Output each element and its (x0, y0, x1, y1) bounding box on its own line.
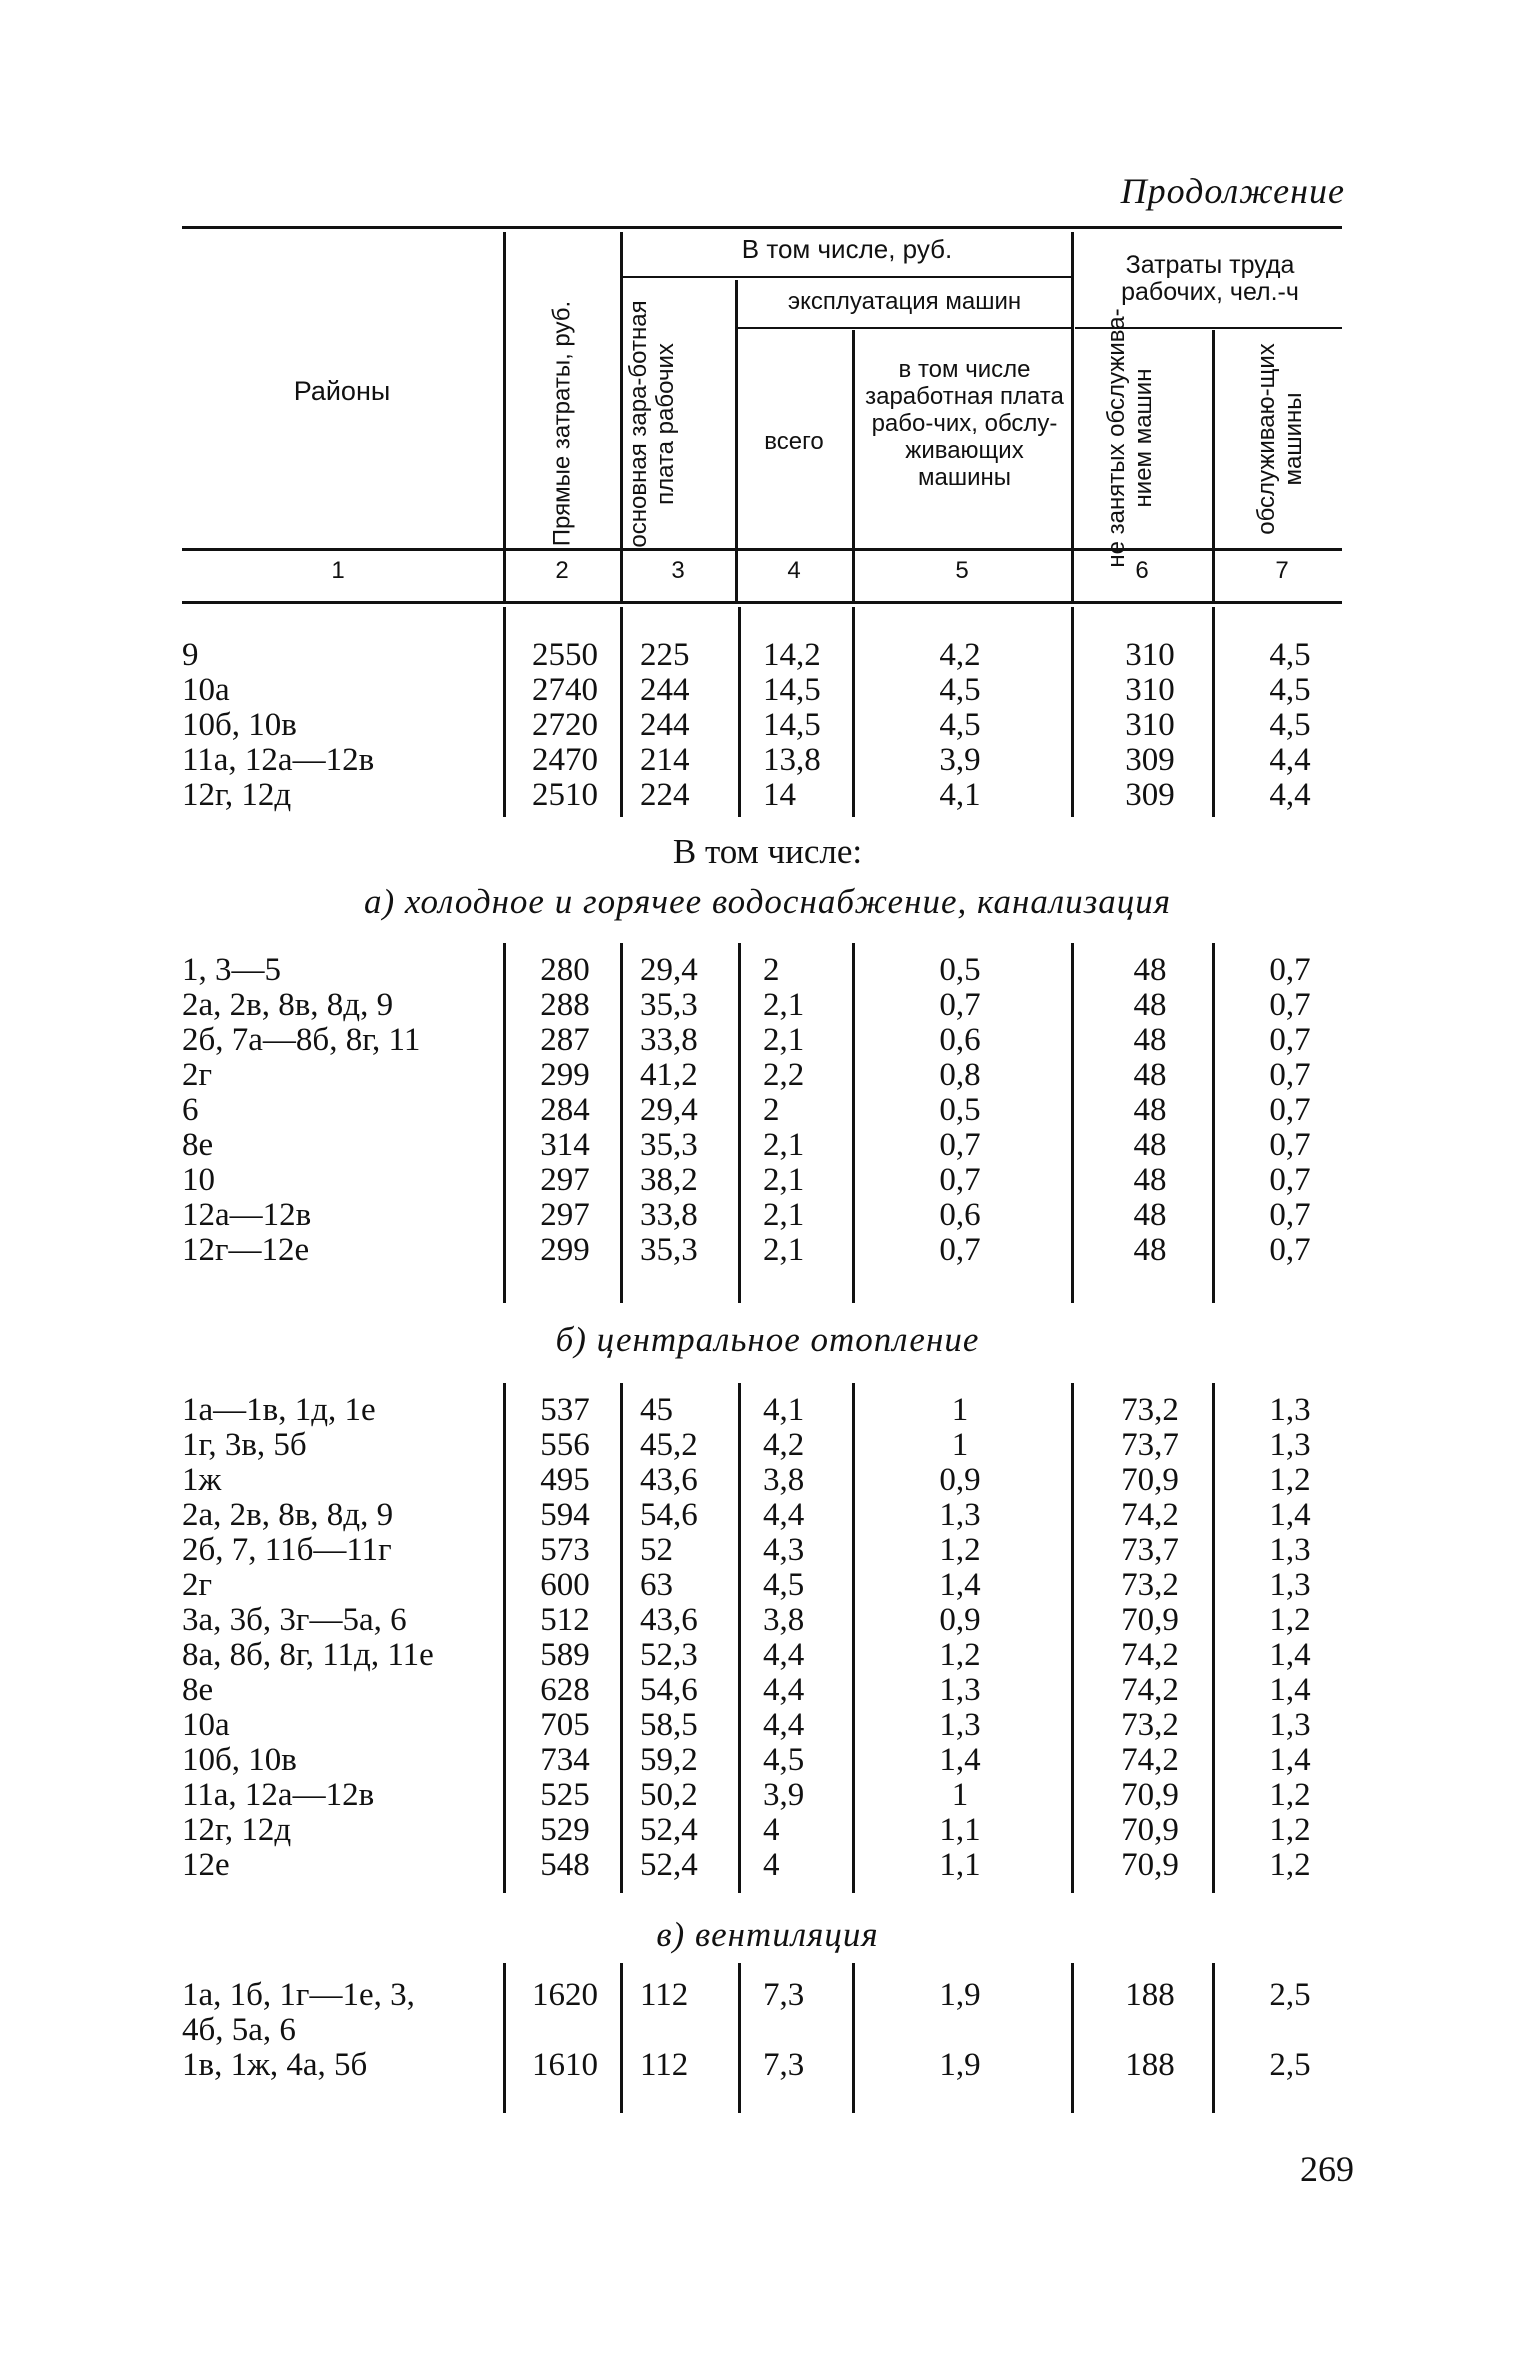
header-servicing: обслуживаю-щих машины (1253, 343, 1307, 535)
table-row (0, 1128, 1535, 1163)
cell-region: 12е (182, 1847, 230, 1883)
cell-labor-serv: 1,2 (1269, 1462, 1311, 1498)
cell-wage: 214 (640, 742, 690, 778)
header-machines-rule (735, 327, 1071, 329)
cell-direct: 537 (540, 1392, 590, 1428)
cell-labor-not: 48 (1133, 1232, 1167, 1268)
cell-region: 1ж (182, 1462, 222, 1498)
header-machines: эксплуатация машин (787, 288, 1022, 315)
cell-region: 12г—12е (182, 1232, 310, 1268)
cell-wage: 33,8 (640, 1022, 698, 1058)
cell-direct: 288 (540, 987, 590, 1023)
header-total: всего (764, 428, 824, 455)
including-label: В том числе: (672, 832, 863, 871)
section-title-ventilation: в) вентиляция (656, 1915, 879, 1954)
cell-direct: 299 (540, 1232, 590, 1268)
cell-machines-wage: 3,9 (939, 742, 981, 778)
cell-machines-wage: 0,9 (939, 1462, 981, 1498)
cell-labor-serv: 1,4 (1269, 1672, 1311, 1708)
cell-labor-not: 310 (1125, 672, 1175, 708)
cell-wage: 33,8 (640, 1197, 698, 1233)
table-row (0, 1498, 1535, 1533)
cell-machines-wage: 4,5 (939, 707, 981, 743)
header-divider-6 (1212, 330, 1215, 604)
cell-labor-serv: 0,7 (1269, 1022, 1311, 1058)
cell-labor-not: 74,2 (1121, 1672, 1179, 1708)
cell-region: 11а, 12а—12в (182, 1777, 375, 1813)
cell-region: 10б, 10в (182, 707, 297, 743)
cell-region: 1в, 1ж, 4а, 5б (182, 2047, 368, 2083)
cell-labor-serv: 1,2 (1269, 1812, 1311, 1848)
cell-labor-serv: 1,4 (1269, 1637, 1311, 1673)
cell-machines-wage: 4,2 (939, 637, 981, 673)
cell-region: 4б, 5а, 6 (182, 2012, 296, 2048)
cell-direct: 297 (540, 1197, 590, 1233)
cell-machines-total: 4,5 (763, 1567, 805, 1603)
cell-region: 2б, 7, 11б—11г (182, 1532, 392, 1568)
cell-wage: 45,2 (640, 1427, 698, 1463)
cell-machines-total: 13,8 (763, 742, 821, 778)
cell-machines-total: 2,1 (763, 987, 805, 1023)
cell-direct: 512 (540, 1602, 590, 1638)
cell-machines-total: 14,5 (763, 672, 821, 708)
cell-machines-total: 2,1 (763, 1232, 805, 1268)
colnum-5: 5 (955, 557, 969, 584)
cell-machines-wage: 1 (951, 1777, 969, 1813)
header-group-rule (623, 276, 1071, 278)
cell-machines-total: 4,5 (763, 1742, 805, 1778)
cell-labor-serv: 4,4 (1269, 777, 1311, 813)
cell-direct: 529 (540, 1812, 590, 1848)
cell-wage: 35,3 (640, 987, 698, 1023)
cell-region: 2г (182, 1567, 213, 1603)
cell-labor-serv: 0,7 (1269, 1162, 1311, 1198)
header-divider-5 (1071, 232, 1074, 604)
cell-machines-total: 2,1 (763, 1197, 805, 1233)
cell-region: 2а, 2в, 8в, 8д, 9 (182, 1497, 394, 1533)
colnum-1: 1 (331, 557, 345, 584)
table-row (0, 1638, 1535, 1673)
cell-machines-wage: 0,6 (939, 1197, 981, 1233)
cell-region: 2а, 2в, 8в, 8д, 9 (182, 987, 394, 1023)
cell-labor-serv: 2,5 (1269, 2047, 1311, 2083)
cell-machines-total: 14,5 (763, 707, 821, 743)
cell-wage: 52,3 (640, 1637, 698, 1673)
section-title-heating: б) центральное отопление (555, 1320, 980, 1359)
cell-machines-total: 2,1 (763, 1162, 805, 1198)
table-row (0, 1058, 1535, 1093)
table-row (0, 1233, 1535, 1268)
cell-direct: 299 (540, 1057, 590, 1093)
cell-region: 12г, 12д (182, 1812, 292, 1848)
cell-labor-not: 310 (1125, 637, 1175, 673)
cell-labor-serv: 0,7 (1269, 1232, 1311, 1268)
cell-wage: 35,3 (640, 1127, 698, 1163)
cell-region: 1а, 1б, 1г—1е, 3, (182, 1977, 415, 2013)
cell-machines-wage: 1,1 (939, 1847, 981, 1883)
cell-direct: 2740 (532, 672, 598, 708)
cell-labor-serv: 1,2 (1269, 1777, 1311, 1813)
cell-labor-serv: 0,7 (1269, 987, 1311, 1023)
cell-wage: 29,4 (640, 1092, 698, 1128)
cell-direct: 628 (540, 1672, 590, 1708)
table-row (0, 1093, 1535, 1128)
cell-labor-not: 188 (1125, 2047, 1175, 2083)
cell-direct: 2510 (532, 777, 598, 813)
cell-direct: 2470 (532, 742, 598, 778)
cell-direct: 284 (540, 1092, 590, 1128)
cell-labor-not: 48 (1133, 1092, 1167, 1128)
cell-wage: 50,2 (640, 1777, 698, 1813)
cell-labor-serv: 1,3 (1269, 1392, 1311, 1428)
cell-labor-serv: 0,7 (1269, 1092, 1311, 1128)
cell-wage: 244 (640, 672, 690, 708)
cell-region: 3а, 3б, 3г—5а, 6 (182, 1602, 407, 1638)
cell-machines-wage: 0,8 (939, 1057, 981, 1093)
cell-machines-total: 4 (763, 1847, 780, 1883)
cell-labor-not: 309 (1125, 777, 1175, 813)
cell-wage: 54,6 (640, 1497, 698, 1533)
cell-direct: 600 (540, 1567, 590, 1603)
cell-region: 2б, 7а—8б, 8г, 11 (182, 1022, 421, 1058)
cell-machines-total: 3,8 (763, 1462, 805, 1498)
cell-machines-wage: 1,3 (939, 1707, 981, 1743)
table-row (0, 1568, 1535, 1603)
table-row (0, 953, 1535, 988)
cell-region: 12а—12в (182, 1197, 312, 1233)
cell-machines-total: 14 (763, 777, 796, 813)
cell-direct: 525 (540, 1777, 590, 1813)
cell-region: 12г, 12д (182, 777, 292, 813)
cell-machines-total: 2,1 (763, 1022, 805, 1058)
cell-labor-serv: 1,2 (1269, 1847, 1311, 1883)
table-row (0, 1428, 1535, 1463)
cell-machines-total: 4,4 (763, 1637, 805, 1673)
table-row (0, 708, 1535, 743)
cell-machines-total: 3,9 (763, 1777, 805, 1813)
cell-direct: 314 (540, 1127, 590, 1163)
cell-machines-wage: 0,6 (939, 1022, 981, 1058)
cell-labor-serv: 4,4 (1269, 742, 1311, 778)
cell-wage: 43,6 (640, 1462, 698, 1498)
cell-labor-serv: 4,5 (1269, 672, 1311, 708)
header-divider-4 (852, 330, 855, 604)
cell-wage: 41,2 (640, 1057, 698, 1093)
header-regions: Районы (293, 376, 391, 406)
cell-machines-total: 4,4 (763, 1497, 805, 1533)
table-row (0, 743, 1535, 778)
cell-machines-wage: 4,5 (939, 672, 981, 708)
colnum-6: 6 (1135, 557, 1149, 584)
cell-direct: 734 (540, 1742, 590, 1778)
cell-labor-serv: 2,5 (1269, 1977, 1311, 2013)
cell-direct: 2720 (532, 707, 598, 743)
section-title-water: а) холодное и горячее водоснабжение, канализация (363, 882, 1172, 921)
colnum-7: 7 (1275, 557, 1289, 584)
cell-wage: 63 (640, 1567, 673, 1603)
cell-direct: 705 (540, 1707, 590, 1743)
header-divider-2 (620, 232, 623, 604)
colnum-bottom-rule (182, 601, 1342, 604)
cell-region: 11а, 12а—12в (182, 742, 375, 778)
cell-machines-wage: 0,5 (939, 952, 981, 988)
table-row (0, 1163, 1535, 1198)
cell-wage: 35,3 (640, 1232, 698, 1268)
cell-labor-serv: 1,4 (1269, 1497, 1311, 1533)
table-row (0, 1198, 1535, 1233)
cell-labor-not: 309 (1125, 742, 1175, 778)
cell-labor-serv: 0,7 (1269, 1127, 1311, 1163)
cell-machines-total: 7,3 (763, 2047, 805, 2083)
cell-region: 8а, 8б, 8г, 11д, 11е (182, 1637, 434, 1673)
table-row (0, 638, 1535, 673)
table-row (0, 1533, 1535, 1568)
cell-machines-total: 4,1 (763, 1392, 805, 1428)
header-including: В том числе, руб. (741, 234, 953, 264)
cell-machines-total: 2,1 (763, 1127, 805, 1163)
cell-labor-serv: 1,3 (1269, 1532, 1311, 1568)
cell-direct: 2550 (532, 637, 598, 673)
table-row (0, 778, 1535, 813)
cell-labor-serv: 0,7 (1269, 1197, 1311, 1233)
cell-labor-serv: 0,7 (1269, 1057, 1311, 1093)
cell-machines-wage: 4,1 (939, 777, 981, 813)
cell-machines-wage: 1,3 (939, 1672, 981, 1708)
cell-wage: 52,4 (640, 1847, 698, 1883)
colnum-3: 3 (671, 557, 685, 584)
cell-direct: 548 (540, 1847, 590, 1883)
cell-labor-serv: 1,4 (1269, 1742, 1311, 1778)
cell-machines-wage: 0,5 (939, 1092, 981, 1128)
cell-machines-total: 14,2 (763, 637, 821, 673)
cell-direct: 589 (540, 1637, 590, 1673)
table-row (0, 1603, 1535, 1638)
cell-labor-serv: 4,5 (1269, 637, 1311, 673)
cell-machines-wage: 1,4 (939, 1742, 981, 1778)
table-row (0, 1023, 1535, 1058)
cell-region: 8е (182, 1127, 214, 1163)
colnum-4: 4 (787, 557, 801, 584)
cell-labor-not: 74,2 (1121, 1637, 1179, 1673)
page-number: 269 (1300, 2149, 1354, 2189)
cell-labor-not: 48 (1133, 1022, 1167, 1058)
cell-direct: 297 (540, 1162, 590, 1198)
cell-region: 10б, 10в (182, 1742, 297, 1778)
cell-labor-serv: 4,5 (1269, 707, 1311, 743)
table-row (0, 1673, 1535, 1708)
cell-region: 1г, 3в, 5б (182, 1427, 307, 1463)
cell-labor-not: 48 (1133, 1057, 1167, 1093)
cell-labor-serv: 1,3 (1269, 1567, 1311, 1603)
cell-labor-not: 73,7 (1121, 1427, 1179, 1463)
cell-labor-not: 70,9 (1121, 1847, 1179, 1883)
table-row (0, 988, 1535, 1023)
table-row (0, 1848, 1535, 1883)
cell-labor-not: 48 (1133, 1127, 1167, 1163)
cell-machines-total: 4 (763, 1812, 780, 1848)
cell-region: 1, 3—5 (182, 952, 281, 988)
cell-labor-not: 48 (1133, 952, 1167, 988)
cell-region: 9 (182, 637, 199, 673)
cell-wage: 244 (640, 707, 690, 743)
cell-machines-wage: 1,2 (939, 1637, 981, 1673)
cell-wage: 112 (640, 2047, 689, 2083)
header-divider-1 (503, 232, 506, 604)
cell-labor-not: 74,2 (1121, 1742, 1179, 1778)
cell-wage: 112 (640, 1977, 689, 2013)
cell-region: 10а (182, 1707, 230, 1743)
cell-machines-total: 4,3 (763, 1532, 805, 1568)
cell-region: 8е (182, 1672, 214, 1708)
cell-machines-wage: 0,7 (939, 1127, 981, 1163)
cell-region: 10 (182, 1162, 215, 1198)
table-row (0, 2048, 1535, 2083)
cell-labor-not: 48 (1133, 1162, 1167, 1198)
table-row (0, 1708, 1535, 1743)
cell-direct: 1620 (532, 1977, 598, 2013)
cell-machines-wage: 0,7 (939, 987, 981, 1023)
cell-wage: 52 (640, 1532, 673, 1568)
cell-labor-not: 74,2 (1121, 1497, 1179, 1533)
cell-region: 6 (182, 1092, 199, 1128)
cell-machines-total: 4,4 (763, 1707, 805, 1743)
header-not-servicing: не занятых обслужива-нием машин (1103, 308, 1157, 568)
cell-machines-wage: 1,9 (939, 2047, 981, 2083)
table-row (0, 1463, 1535, 1498)
cell-wage: 43,6 (640, 1602, 698, 1638)
cell-wage: 59,2 (640, 1742, 698, 1778)
cell-machines-wage: 1,3 (939, 1497, 981, 1533)
cell-wage: 38,2 (640, 1162, 698, 1198)
header-machine-wage: в том числе заработная плата рабо-чих, обслу-живающих машины (865, 356, 1064, 491)
cell-labor-not: 70,9 (1121, 1777, 1179, 1813)
header-direct-costs: Прямые затраты, руб. (548, 300, 576, 547)
cell-machines-total: 4,2 (763, 1427, 805, 1463)
cell-direct: 573 (540, 1532, 590, 1568)
cell-labor-not: 70,9 (1121, 1602, 1179, 1638)
cell-region: 1а—1в, 1д, 1е (182, 1392, 376, 1428)
cell-wage: 45 (640, 1392, 673, 1428)
cell-machines-wage: 0,7 (939, 1232, 981, 1268)
cell-machines-total: 2 (763, 1092, 780, 1128)
cell-machines-total: 3,8 (763, 1602, 805, 1638)
header-base-wage: основная зара-ботная плата рабочих (625, 300, 679, 548)
table-row (0, 673, 1535, 708)
continuation-label: Продолжение (1120, 171, 1345, 211)
cell-machines-wage: 1,4 (939, 1567, 981, 1603)
cell-machines-wage: 1 (951, 1392, 969, 1428)
cell-direct: 287 (540, 1022, 590, 1058)
table-row (0, 1813, 1535, 1848)
cell-labor-not: 73,2 (1121, 1392, 1179, 1428)
cell-region: 2г (182, 1057, 213, 1093)
cell-machines-total: 4,4 (763, 1672, 805, 1708)
cell-machines-wage: 1 (951, 1427, 969, 1463)
table-row (0, 2013, 1535, 2048)
cell-region: 10а (182, 672, 230, 708)
cell-machines-total: 2 (763, 952, 780, 988)
cell-wage: 29,4 (640, 952, 698, 988)
cell-labor-not: 70,9 (1121, 1812, 1179, 1848)
cell-labor-not: 70,9 (1121, 1462, 1179, 1498)
table-row (0, 1778, 1535, 1813)
cell-direct: 556 (540, 1427, 590, 1463)
cell-labor-not: 188 (1125, 1977, 1175, 2013)
cell-labor-not: 310 (1125, 707, 1175, 743)
cell-wage: 54,6 (640, 1672, 698, 1708)
table-row (0, 1393, 1535, 1428)
colnum-2: 2 (555, 557, 569, 584)
cell-labor-serv: 1,2 (1269, 1602, 1311, 1638)
cell-labor-not: 48 (1133, 1197, 1167, 1233)
header-top-rule (182, 226, 1342, 229)
header-labor: Затраты труда рабочих, чел.-ч (1121, 251, 1299, 306)
cell-direct: 594 (540, 1497, 590, 1533)
cell-direct: 280 (540, 952, 590, 988)
table-row (0, 1978, 1535, 2013)
cell-labor-not: 73,2 (1121, 1567, 1179, 1603)
cell-wage: 225 (640, 637, 690, 673)
cell-wage: 224 (640, 777, 690, 813)
cell-machines-wage: 0,7 (939, 1162, 981, 1198)
cell-machines-wage: 1,2 (939, 1532, 981, 1568)
cell-labor-not: 73,7 (1121, 1532, 1179, 1568)
cell-machines-wage: 1,9 (939, 1977, 981, 2013)
cell-wage: 52,4 (640, 1812, 698, 1848)
cell-labor-not: 48 (1133, 987, 1167, 1023)
cell-direct: 495 (540, 1462, 590, 1498)
cell-labor-serv: 1,3 (1269, 1707, 1311, 1743)
cell-machines-total: 7,3 (763, 1977, 805, 2013)
cell-machines-total: 2,2 (763, 1057, 805, 1093)
cell-labor-serv: 1,3 (1269, 1427, 1311, 1463)
cell-labor-serv: 0,7 (1269, 952, 1311, 988)
cell-direct: 1610 (532, 2047, 598, 2083)
cell-labor-not: 73,2 (1121, 1707, 1179, 1743)
cell-wage: 58,5 (640, 1707, 698, 1743)
cell-machines-wage: 1,1 (939, 1812, 981, 1848)
cell-machines-wage: 0,9 (939, 1602, 981, 1638)
table-row (0, 1743, 1535, 1778)
